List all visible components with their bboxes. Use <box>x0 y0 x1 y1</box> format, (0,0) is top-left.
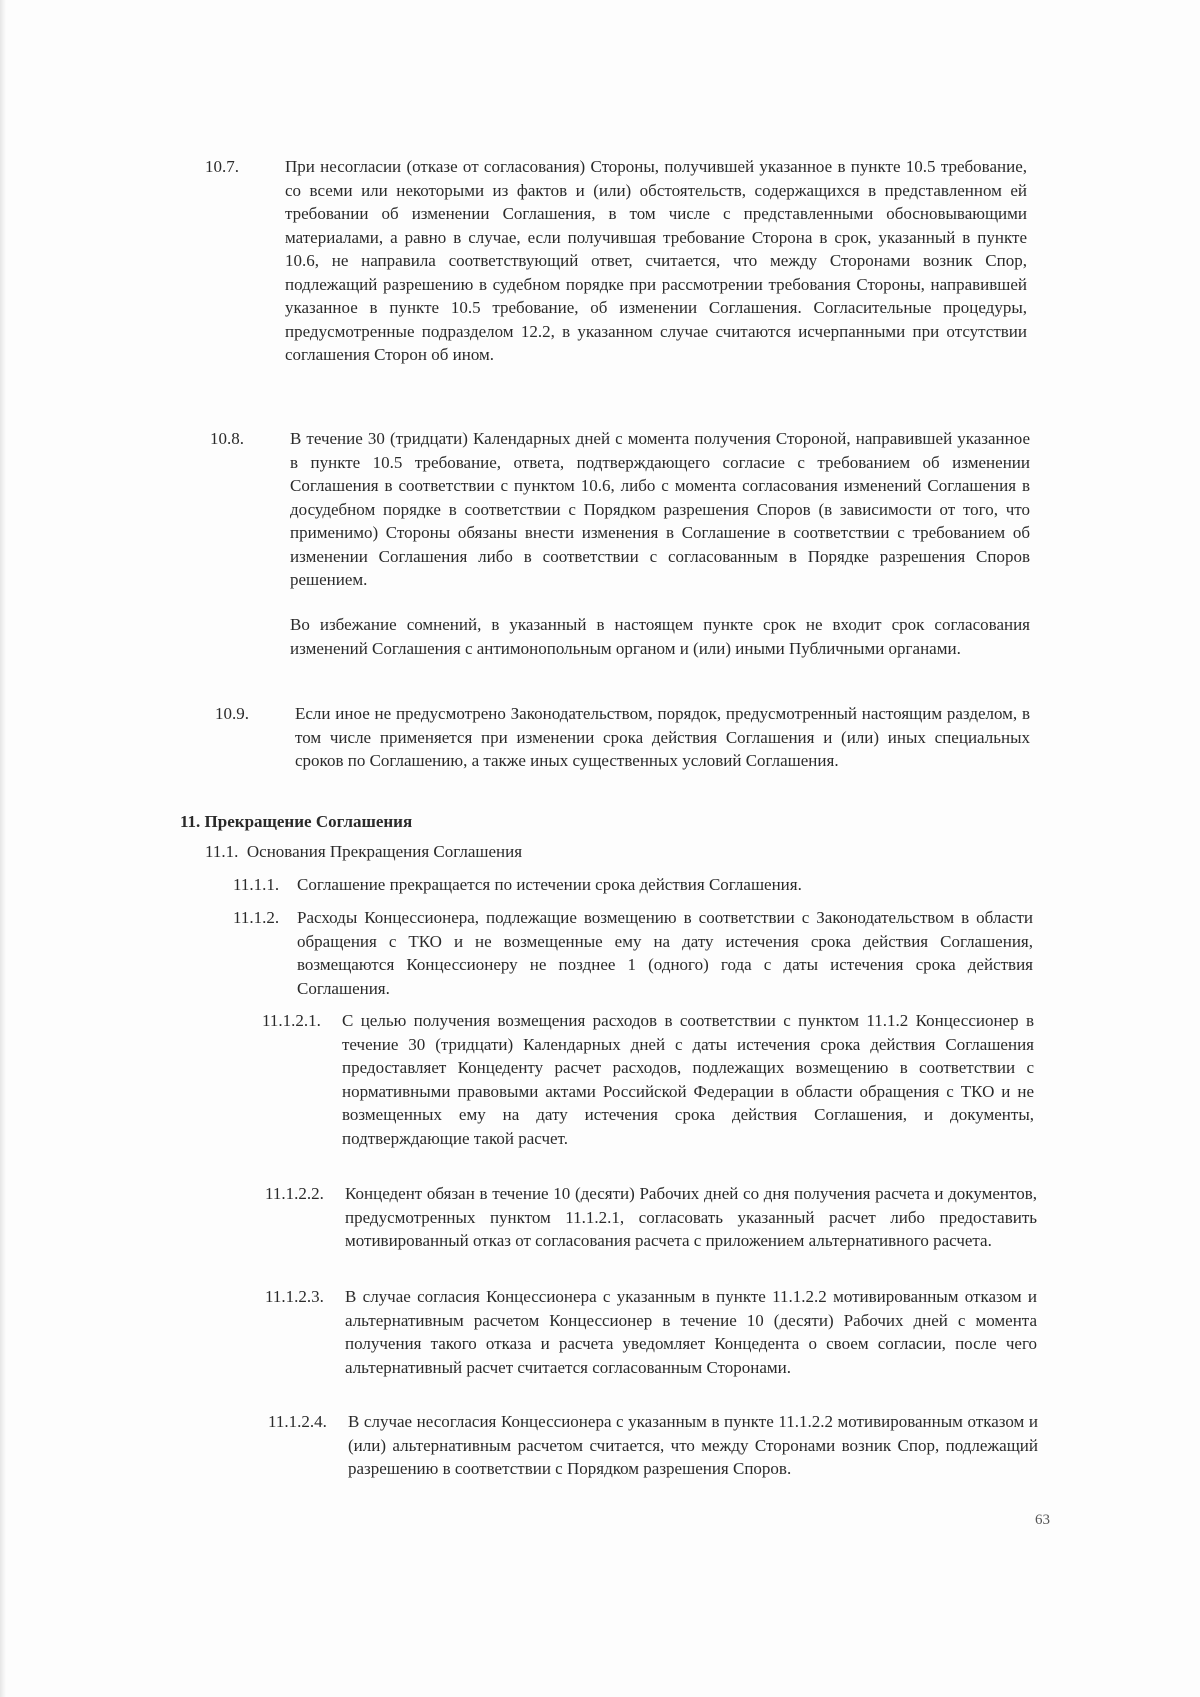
clause-11-1-2-3 <box>265 1285 1037 1379</box>
clause-text: Расходы Концессионера, подлежащие возмещению в соответствии с Законодательством в области обращения с ТКО и не возмещенные ему на дату истечения срока действия Соглашения, возмещаются Концессионеру не позднее 1 (одного) года с даты истечения срока действия Соглашения. <box>297 908 1033 998</box>
clause-11-1-2-4 <box>268 1410 1038 1481</box>
clause-text: В случае согласия Концессионера с указанным в пункте 11.1.2.2 мотивированным отказом и альтернативным расчетом Концессионер в течение 10 (десяти) Рабочих дней с момента получения такого отказа и расчета уведомляет Концедента о своем согласии, после чего альтернативный расчет считается согласованным Сторонами. <box>345 1287 1037 1377</box>
scan-edge <box>0 0 6 1697</box>
clause-text: Соглашение прекращается по истечении срока действия Соглашения. <box>297 875 802 894</box>
clause-10-8 <box>210 427 1030 592</box>
clause-11-1-2 <box>233 906 1033 1000</box>
clause-11-1-2-2 <box>265 1182 1037 1253</box>
clause-number: 11.1.2.4. <box>268 1412 327 1431</box>
clause-number: 11.1.2.2. <box>265 1184 324 1203</box>
section-heading-11: 11. Прекращение Соглашения <box>180 812 413 831</box>
clause-text: Концедент обязан в течение 10 (десяти) Рабочих дней со дня получения расчета и документов, предусмотренных пунктом 11.1.2.1, согласовать указанный расчет либо предоставить мотивированный отказ от согласования расчета с приложением альтернативного расчета. <box>345 1184 1037 1250</box>
clause-text: С целью получения возмещения расходов в соответствии с пунктом 11.1.2 Концессионер в течение 30 (тридцати) Календарных дней с даты истечения срока действия Соглашения предоставляет Концеденту расчет расходов, подлежащих возмещению в соответствии с нормативными правовыми актами Российской Федерации в области обращения с ТКО и не возмещенных ему на дату истечения срока действия Соглашения, и документы, подтверждающие такой расчет. <box>342 1011 1034 1148</box>
page-number: 63 <box>1035 1512 1050 1528</box>
subsection-heading-11-1: 11.1. Основания Прекращения Соглашения <box>205 842 523 861</box>
clause-10-9 <box>215 702 1030 773</box>
clause-10-8-note: Во избежание сомнений, в указанный в настоящем пункте срок не входит срок согласования изменений Соглашения с антимонопольным органом и (или) иными Публичными органами. <box>290 615 1030 658</box>
clause-text: При несогласии (отказе от согласования) Стороны, получившей указанное в пункте 10.5 требование, со всеми или некоторыми из фактов и (или) обстоятельств, содержащихся в представленном ей требовании об изменении Соглашения, в том числе с представленными обосновывающими материалами, а равно в случае, если получившая требование Сторона в срок, указанный в пункте 10.6, не направила соответствующий ответ, считается, что между Сторонами возник Спор, подлежащий разрешению в судебном порядке при рассмотрении требования Стороны, направившей указанное в пункте 10.5 требование, об изменении Соглашения. Согласительные процедуры, предусмотренные подразделом 12.2, в указанном случае считаются исчерпанными при отсутствии соглашения Сторон об ином. <box>285 157 1027 364</box>
clause-number: 11.1.1. <box>233 875 280 894</box>
clause-number: 11.1.2.1. <box>262 1011 321 1030</box>
clause-number: 11.1.2. <box>233 908 280 927</box>
clause-number: 10.9. <box>215 704 249 723</box>
clause-10-7 <box>205 155 1027 367</box>
clause-11-1-2-1 <box>262 1009 1034 1150</box>
clause-11-1-1 <box>233 873 1033 897</box>
clause-text: Если иное не предусмотрено Законодательством, порядок, предусмотренный настоящим разделом, в том числе применяется при изменении срока действия Соглашения и (или) иных специальных сроков по Соглашению, а также иных существенных условий Соглашения. <box>295 704 1030 770</box>
clause-number: 10.8. <box>210 429 244 448</box>
clause-number: 10.7. <box>205 157 239 176</box>
clause-text: В случае несогласия Концессионера с указанным в пункте 11.1.2.2 мотивированным отказом и (или) альтернативным расчетом считается, что между Сторонами возник Спор, подлежащий разрешению в соответствии с Порядком разрешения Споров. <box>348 1412 1038 1478</box>
clause-number: 11.1.2.3. <box>265 1287 324 1306</box>
clause-text: В течение 30 (тридцати) Календарных дней с момента получения Стороной, направившей указанное в пункте 10.5 требование, ответа, подтверждающего согласие с требованием об изменении Соглашения в соответствии с пунктом 10.6, либо с момента согласования изменений Соглашения в досудебном порядке в соответствии с Порядком разрешения Споров (в зависимости от того, что применимо) Стороны обязаны внести изменения в Соглашение в соответствии с требованием об изменении Соглашения либо в соответствии с согласованным в Порядке разрешения Споров решением. <box>290 429 1030 589</box>
